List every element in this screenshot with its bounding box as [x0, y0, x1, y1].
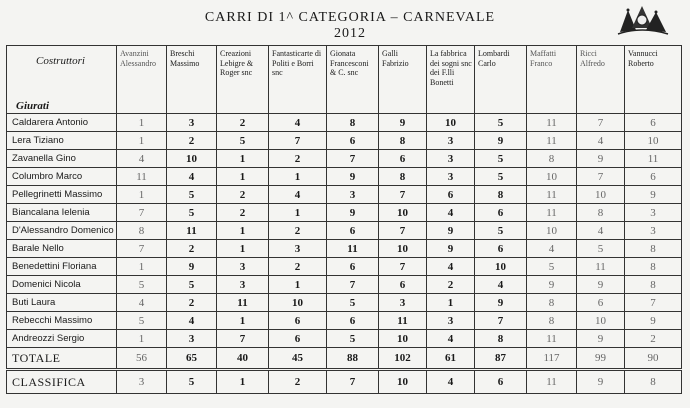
score-cell: 1 [427, 294, 475, 312]
juror-name: Biancalana Ielenia [7, 204, 117, 222]
score-cell: 9 [527, 276, 577, 294]
score-cell: 1 [117, 132, 167, 150]
builder-header: Fantasticarte di Politi e Borri snc [269, 46, 327, 114]
score-cell: 6 [475, 204, 527, 222]
score-cell: 9 [475, 132, 527, 150]
score-cell: 11 [527, 114, 577, 132]
score-cell: 8 [379, 168, 427, 186]
score-cell: 5 [167, 276, 217, 294]
builder-header: Creazioni Lebigre & Roger snc [217, 46, 269, 114]
score-cell: 9 [577, 276, 625, 294]
ranking-cell: 3 [117, 370, 167, 394]
juror-row [7, 186, 682, 204]
score-cell: 5 [117, 276, 167, 294]
score-cell: 3 [217, 276, 269, 294]
score-cell: 6 [327, 312, 379, 330]
score-cell: 4 [167, 312, 217, 330]
totals-label: TOTALE [7, 348, 117, 370]
score-cell: 2 [167, 240, 217, 258]
score-cell: 11 [327, 240, 379, 258]
juror-name: Lera Tiziano [7, 132, 117, 150]
score-cell: 1 [117, 330, 167, 348]
score-cell: 11 [527, 204, 577, 222]
juror-row [7, 258, 682, 276]
score-cell: 4 [427, 258, 475, 276]
score-cell: 6 [577, 294, 625, 312]
score-cell: 2 [217, 114, 269, 132]
total-cell: 45 [269, 348, 327, 370]
score-cell: 9 [167, 258, 217, 276]
score-cell: 2 [167, 294, 217, 312]
builder-header: La fabbrica dei sogni snc dei F.lli Bonetti [427, 46, 475, 114]
score-cell: 10 [379, 240, 427, 258]
score-cell: 5 [475, 222, 527, 240]
score-cell: 1 [117, 186, 167, 204]
score-cell: 11 [625, 150, 682, 168]
score-cell: 1 [269, 276, 327, 294]
score-cell: 2 [269, 258, 327, 276]
ranking-cell: 7 [327, 370, 379, 394]
score-cell: 10 [427, 114, 475, 132]
costruttori-label: Costruttori [36, 55, 85, 67]
score-cell: 9 [327, 204, 379, 222]
score-cell: 7 [379, 222, 427, 240]
juror-name: Buti Laura [7, 294, 117, 312]
score-cell: 4 [577, 222, 625, 240]
juror-row [7, 222, 682, 240]
score-cell: 6 [379, 150, 427, 168]
score-cell: 11 [167, 222, 217, 240]
score-cell: 3 [217, 258, 269, 276]
score-cell: 6 [327, 258, 379, 276]
header-corner [7, 46, 117, 114]
score-cell: 10 [625, 132, 682, 150]
score-cell: 1 [217, 312, 269, 330]
score-cell: 5 [167, 204, 217, 222]
juror-name: Columbro Marco [7, 168, 117, 186]
score-cell: 10 [577, 186, 625, 204]
ranking-cell: 5 [167, 370, 217, 394]
total-cell: 87 [475, 348, 527, 370]
score-cell: 5 [327, 330, 379, 348]
score-cell: 3 [269, 240, 327, 258]
score-cell: 7 [577, 168, 625, 186]
score-cell: 10 [379, 204, 427, 222]
builder-header: Lombardi Carlo [475, 46, 527, 114]
score-cell: 7 [379, 186, 427, 204]
score-cell: 6 [625, 114, 682, 132]
score-cell: 2 [217, 186, 269, 204]
score-cell: 5 [577, 240, 625, 258]
ranking-label: CLASSIFICA [7, 370, 117, 394]
total-cell: 90 [625, 348, 682, 370]
score-cell: 9 [577, 150, 625, 168]
ranking-row [7, 370, 682, 394]
score-cell: 3 [327, 186, 379, 204]
ranking-cell: 1 [217, 370, 269, 394]
score-cell: 11 [379, 312, 427, 330]
score-cell: 6 [427, 186, 475, 204]
score-cell: 4 [527, 240, 577, 258]
score-cell: 7 [577, 114, 625, 132]
totals-row [7, 348, 682, 370]
score-cell: 11 [577, 258, 625, 276]
score-cell: 1 [269, 168, 327, 186]
builder-header: Avanzini Alessandro [117, 46, 167, 114]
score-cell: 3 [427, 168, 475, 186]
score-cell: 4 [269, 186, 327, 204]
score-cell: 3 [167, 330, 217, 348]
ranking-cell: 6 [475, 370, 527, 394]
score-cell: 5 [475, 168, 527, 186]
score-cell: 3 [625, 222, 682, 240]
score-cell: 6 [327, 222, 379, 240]
ranking-cell: 10 [379, 370, 427, 394]
score-cell: 7 [269, 132, 327, 150]
ranking-cell: 9 [577, 370, 625, 394]
score-cell: 6 [625, 168, 682, 186]
juror-name: Rebecchi Massimo [7, 312, 117, 330]
score-cell: 8 [327, 114, 379, 132]
score-cell: 6 [475, 240, 527, 258]
score-cell: 5 [527, 258, 577, 276]
score-cell: 8 [527, 312, 577, 330]
score-cell: 9 [625, 312, 682, 330]
header-row [7, 46, 682, 114]
score-cell: 3 [625, 204, 682, 222]
score-cell: 5 [217, 132, 269, 150]
juror-row [7, 168, 682, 186]
score-cell: 5 [475, 114, 527, 132]
builder-header: Gionata Francesconi & C. snc [327, 46, 379, 114]
score-cell: 4 [117, 150, 167, 168]
score-cell: 10 [379, 330, 427, 348]
score-cell: 3 [379, 294, 427, 312]
score-cell: 8 [577, 204, 625, 222]
scores-table [6, 45, 682, 394]
total-cell: 99 [577, 348, 625, 370]
score-cell: 8 [475, 186, 527, 204]
score-cell: 2 [167, 132, 217, 150]
giurati-label: Giurati [16, 99, 50, 112]
score-cell: 1 [217, 150, 269, 168]
score-cell: 3 [427, 312, 475, 330]
juror-name: Pellegrinetti Massimo [7, 186, 117, 204]
score-cell: 7 [327, 150, 379, 168]
juror-row [7, 312, 682, 330]
score-cell: 11 [117, 168, 167, 186]
score-cell: 7 [475, 312, 527, 330]
juror-row [7, 114, 682, 132]
ranking-cell: 4 [427, 370, 475, 394]
score-cell: 8 [527, 294, 577, 312]
ranking-cell: 2 [269, 370, 327, 394]
total-cell: 88 [327, 348, 379, 370]
score-cell: 10 [527, 222, 577, 240]
juror-row [7, 204, 682, 222]
score-cell: 6 [269, 330, 327, 348]
score-cell: 5 [117, 312, 167, 330]
builder-header: Maffatti Franco [527, 46, 577, 114]
score-cell: 10 [167, 150, 217, 168]
score-cell: 9 [475, 294, 527, 312]
score-cell: 5 [327, 294, 379, 312]
score-cell: 4 [475, 276, 527, 294]
score-cell: 10 [475, 258, 527, 276]
juror-name: Andreozzi Sergio [7, 330, 117, 348]
builder-header: Galli Fabrizio [379, 46, 427, 114]
ranking-cell: 11 [527, 370, 577, 394]
juror-name: Barale Nello [7, 240, 117, 258]
score-cell: 2 [217, 204, 269, 222]
score-cell: 6 [379, 276, 427, 294]
score-cell: 8 [625, 276, 682, 294]
juror-row [7, 132, 682, 150]
builder-header: Ricci Alfredo [577, 46, 625, 114]
juror-name: Zavanella Gino [7, 150, 117, 168]
score-cell: 7 [217, 330, 269, 348]
score-cell: 1 [117, 114, 167, 132]
builder-header: Breschi Massimo [167, 46, 217, 114]
score-cell: 9 [379, 114, 427, 132]
score-cell: 11 [217, 294, 269, 312]
score-cell: 10 [269, 294, 327, 312]
score-cell: 8 [117, 222, 167, 240]
score-cell: 3 [427, 132, 475, 150]
juror-name: Caldarera Antonio [7, 114, 117, 132]
score-cell: 2 [625, 330, 682, 348]
score-cell: 8 [379, 132, 427, 150]
juror-row [7, 150, 682, 168]
juror-name: D'Alessandro Domenico [7, 222, 117, 240]
juror-row [7, 240, 682, 258]
total-cell: 65 [167, 348, 217, 370]
score-cell: 7 [117, 240, 167, 258]
juror-row [7, 294, 682, 312]
juror-row [7, 276, 682, 294]
score-cell: 5 [475, 150, 527, 168]
score-cell: 4 [269, 114, 327, 132]
score-cell: 9 [327, 168, 379, 186]
builder-header: Vannucci Roberto [625, 46, 682, 114]
score-cell: 4 [167, 168, 217, 186]
score-cell: 2 [269, 222, 327, 240]
score-cell: 6 [327, 132, 379, 150]
score-cell: 1 [217, 240, 269, 258]
score-cell: 9 [577, 330, 625, 348]
page-title: CARRI DI 1^ CATEGORIA – CARNEVALE 2012 [204, 10, 496, 41]
score-cell: 8 [527, 150, 577, 168]
juror-name: Domenici Nicola [7, 276, 117, 294]
total-cell: 117 [527, 348, 577, 370]
total-cell: 40 [217, 348, 269, 370]
score-cell: 1 [217, 168, 269, 186]
score-cell: 1 [117, 258, 167, 276]
score-cell: 5 [167, 186, 217, 204]
score-cell: 7 [625, 294, 682, 312]
ranking-cell: 8 [625, 370, 682, 394]
score-cell: 8 [625, 240, 682, 258]
score-cell: 9 [625, 186, 682, 204]
score-cell: 1 [217, 222, 269, 240]
score-cell: 4 [577, 132, 625, 150]
score-cell: 4 [117, 294, 167, 312]
score-cell: 11 [527, 330, 577, 348]
score-cell: 4 [427, 330, 475, 348]
score-cell: 9 [427, 240, 475, 258]
score-cell: 10 [577, 312, 625, 330]
juror-name: Benedettini Floriana [7, 258, 117, 276]
carnival-logo [612, 2, 672, 36]
score-cell: 7 [379, 258, 427, 276]
score-cell: 2 [427, 276, 475, 294]
score-cell: 4 [427, 204, 475, 222]
juror-row [7, 330, 682, 348]
score-cell: 2 [269, 150, 327, 168]
score-cell: 1 [269, 204, 327, 222]
total-cell: 102 [379, 348, 427, 370]
score-cell: 6 [269, 312, 327, 330]
total-cell: 61 [427, 348, 475, 370]
score-cell: 8 [625, 258, 682, 276]
score-cell: 11 [527, 132, 577, 150]
score-cell: 8 [475, 330, 527, 348]
score-cell: 7 [117, 204, 167, 222]
score-cell: 10 [527, 168, 577, 186]
score-cell: 11 [527, 186, 577, 204]
score-cell: 3 [167, 114, 217, 132]
score-cell: 3 [427, 150, 475, 168]
score-cell: 7 [327, 276, 379, 294]
total-cell: 56 [117, 348, 167, 370]
score-cell: 9 [427, 222, 475, 240]
